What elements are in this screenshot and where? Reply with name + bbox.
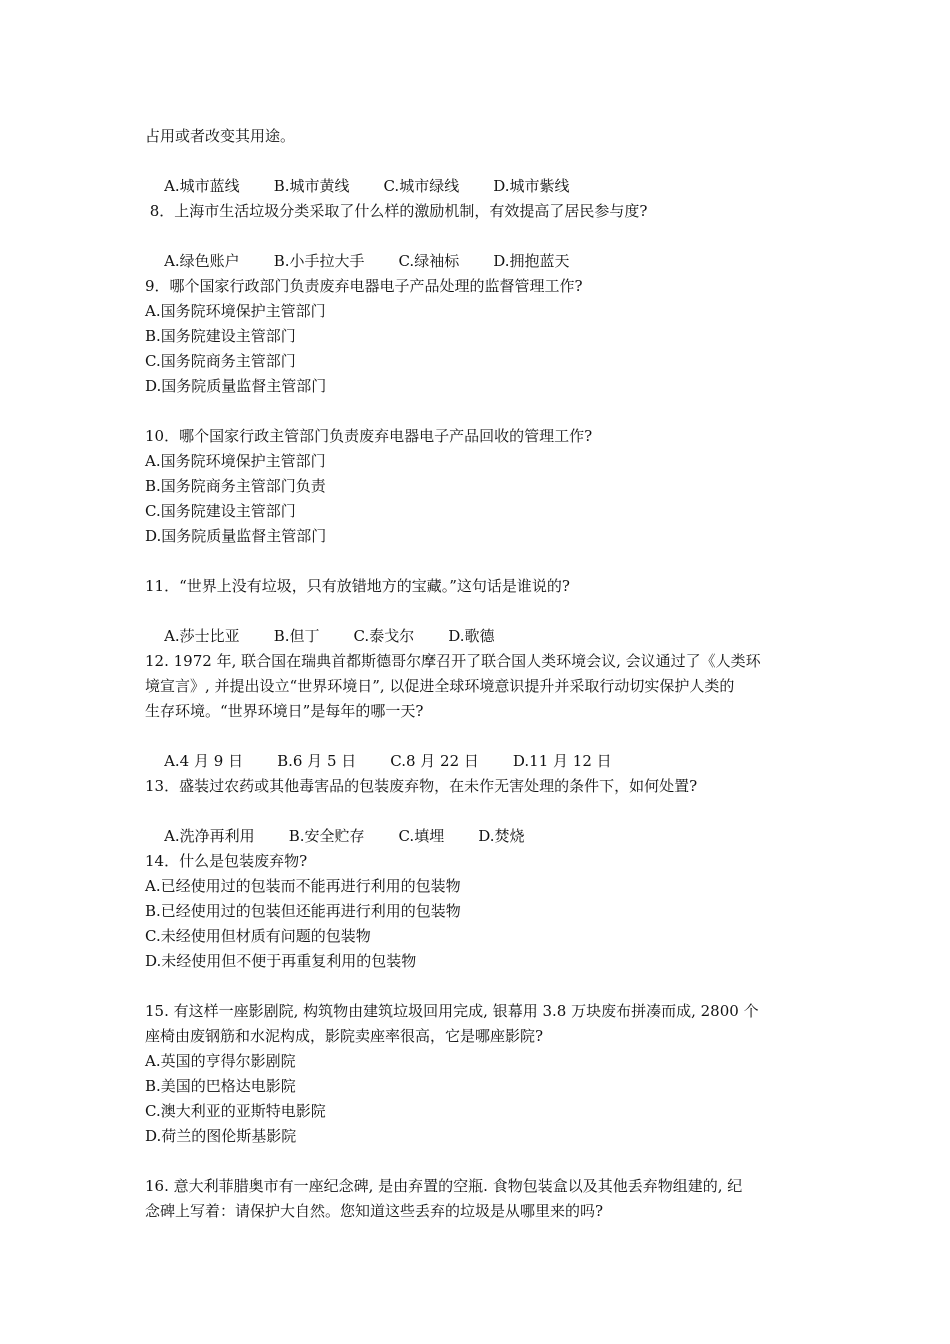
q9-question: 9．哪个国家行政部门负责废弃电器电子产品处理的监督管理工作? xyxy=(145,277,583,295)
q11-question: 11．“世界上没有垃圾，只有放错地方的宝藏。”这句话是谁说的? xyxy=(145,577,570,595)
q13-option-a: A.洗净再利用 xyxy=(164,827,255,845)
q10-option-b: B.国务院商务主管部门负责 xyxy=(145,477,326,495)
q7-option-d: D.城市紫线 xyxy=(493,177,570,195)
q13-option-b: B.安全贮存 xyxy=(288,827,365,845)
q14-option-a: A.已经使用过的包装而不能再进行利用的包装物 xyxy=(145,877,461,895)
document-page xyxy=(145,124,813,1224)
q16-question-line-2: 念碑上写着：请保护大自然。您知道这些丢弃的垃圾是从哪里来的吗? xyxy=(145,1202,604,1220)
q12-question-line-2: 境宣言》, 并提出设立“世界环境日”, 以促进全球环境意识提升并采取行动切实保护人类的 xyxy=(145,677,735,695)
q8-question: 8．上海市生活垃圾分类采取了什么样的激励机制，有效提高了居民参与度? xyxy=(145,202,648,220)
q11-option-a: A.莎士比亚 xyxy=(164,627,240,645)
q8-option-b: B.小手拉大手 xyxy=(273,252,365,270)
q12-question-line-3: 生存环境。“世界环境日”是每年的哪一天? xyxy=(145,702,424,720)
q15-question-line-1: 15. 有这样一座影剧院, 构筑物由建筑垃圾回用完成, 银幕用 3.8 万块废布拼凑而成, 2800 个 xyxy=(145,1002,759,1020)
q12-option-b: B.6 月 5 日 xyxy=(277,752,357,770)
q9-option-d: D.国务院质量监督主管部门 xyxy=(145,377,327,395)
q8-options xyxy=(145,224,813,270)
q15-option-b: B.美国的巴格达电影院 xyxy=(145,1077,296,1095)
q8-option-c: C.绿袖标 xyxy=(398,252,460,270)
q15-option-a: A.英国的亨得尔影剧院 xyxy=(145,1052,296,1070)
q12-option-c: C.8 月 22 日 xyxy=(390,752,479,770)
q12-question-line-1: 12. 1972 年, 联合国在瑞典首都斯德哥尔摩召开了联合国人类环境会议, 会议通过了《人类环 xyxy=(145,652,761,670)
q8-option-a: A.绿色账户 xyxy=(164,252,240,270)
q15-option-c: C.澳大利亚的亚斯特电影院 xyxy=(145,1102,326,1120)
q14-question: 14．什么是包装废弃物? xyxy=(145,852,308,870)
q9-option-b: B.国务院建设主管部门 xyxy=(145,327,296,345)
q7-tail: 占用或者改变其用途。 xyxy=(145,127,296,145)
q14-option-b: B.已经使用过的包装但还能再进行利用的包装物 xyxy=(145,902,461,920)
q11-option-b: B.但丁 xyxy=(273,627,320,645)
q9-option-a: A.国务院环境保护主管部门 xyxy=(145,302,326,320)
q7-option-c: C.城市绿线 xyxy=(383,177,460,195)
q12-option-d: D.11 月 12 日 xyxy=(512,752,612,770)
q13-options xyxy=(145,799,813,845)
q15-option-d: D.荷兰的图伦斯基影院 xyxy=(145,1127,297,1145)
q10-question: 10．哪个国家行政主管部门负责废弃电器电子产品回收的管理工作? xyxy=(145,427,593,445)
q15-question-line-2: 座椅由废钢筋和水泥构成，影院卖座率很高，它是哪座影院? xyxy=(145,1027,544,1045)
q11-options xyxy=(145,599,813,645)
q10-option-a: A.国务院环境保护主管部门 xyxy=(145,452,326,470)
q13-option-d: D.焚烧 xyxy=(478,827,525,845)
q11-option-c: C.泰戈尔 xyxy=(353,627,415,645)
q7-option-a: A.城市蓝线 xyxy=(164,177,240,195)
q10-option-c: C.国务院建设主管部门 xyxy=(145,502,296,520)
q7-option-b: B.城市黄线 xyxy=(273,177,350,195)
q9-option-c: C.国务院商务主管部门 xyxy=(145,352,296,370)
q16-question-line-1: 16. 意大利菲腊奥市有一座纪念碑, 是由弃置的空瓶. 食物包装盒以及其他丢弃物组建的, 纪 xyxy=(145,1177,743,1195)
q12-option-a: A.4 月 9 日 xyxy=(164,752,244,770)
q13-option-c: C.填埋 xyxy=(398,827,445,845)
q11-option-d: D.歌德 xyxy=(448,627,495,645)
q14-option-c: C.未经使用但材质有问题的包装物 xyxy=(145,927,371,945)
q12-options xyxy=(145,724,813,770)
q10-option-d: D.国务院质量监督主管部门 xyxy=(145,527,327,545)
q13-question: 13．盛装过农药或其他毒害品的包装废弃物，在未作无害处理的条件下，如何处置? xyxy=(145,777,698,795)
q14-option-d: D.未经使用但不便于再重复利用的包装物 xyxy=(145,952,417,970)
q7-options xyxy=(145,149,813,195)
q8-option-d: D.拥抱蓝天 xyxy=(493,252,570,270)
